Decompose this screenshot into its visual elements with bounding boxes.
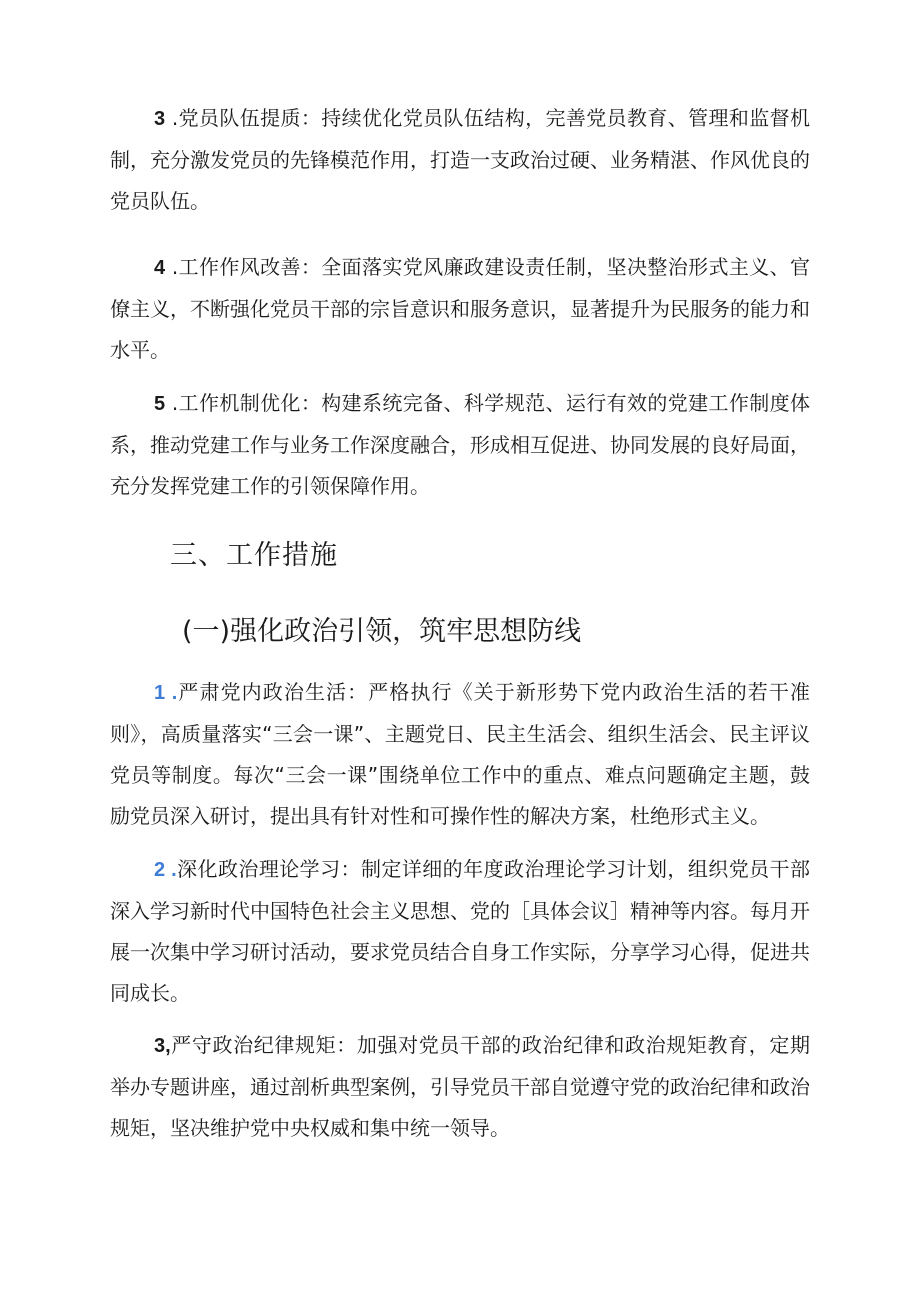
item-separator: , — [165, 1035, 171, 1057]
item-separator: . — [165, 255, 179, 279]
measure-item-3 — [110, 1025, 810, 1149]
goal-item-3 — [110, 98, 810, 222]
item-separator: . — [165, 106, 179, 130]
item-text: 工作机制优化：构建系统完备、科学规范、运行有效的党建工作制度体系，推动党建工作与业务工作深度融合，形成相互促进、协同发展的良好局面，充分发挥党建工作的引领保障作用。 — [110, 391, 811, 498]
item-number: 3 — [154, 1035, 166, 1057]
item-text: 工作作风改善：全面落实党风廉政建设责任制，坚决整治形式主义、官僚主义，不断强化党员干部的宗旨意识和服务意识，显著提升为民服务的能力和水平。 — [110, 255, 811, 362]
item-text: 严肃党内政治生活：严格执行《关于新形势下党内政治生活的若干准则》，高质量落实“三会一课”、主题党日、民主生活会、组织生活会、民主评议党员等制度。每次“三会一课”围绕单位工作中的重点、难点问题确定主题，鼓励党员深入研讨，提出具有针对性和可操作性的解决方案，杜绝形式主义。 — [110, 680, 810, 828]
measure-item-2 — [110, 849, 810, 1014]
section-heading: 三、工作措施 — [170, 540, 338, 571]
item-number: 3 — [154, 108, 166, 130]
item-separator: . — [165, 391, 179, 415]
item-text: 党员队伍提质：持续优化党员队伍结构，完善党员教育、管理和监督机制，充分激发党员的先锋模范作用，打造一支政治过硬、业务精湛、作风优良的党员队伍。 — [110, 106, 811, 213]
goal-item-5 — [110, 383, 810, 507]
item-number: 2 — [154, 859, 166, 881]
item-text: 深化政治理论学习：制定详细的年度政治理论学习计划，组织党员干部深入学习新时代中国特色社会主义思想、党的［具体会议］精神等内容。每月开展一次集中学习研讨活动，要求党员结合自身工作实际，分享学习心得，促进共同成长。 — [110, 857, 810, 1005]
measure-item-1 — [110, 672, 810, 837]
item-number: 4 — [154, 257, 166, 279]
item-separator: . — [165, 682, 178, 704]
subsection-heading: (一)强化政治引领，筑牢思想防线 — [182, 616, 582, 647]
item-separator: . — [165, 859, 177, 881]
item-text: 严守政治纪律规矩：加强对党员干部的政治纪律和政治规矩教育，定期举办专题讲座，通过剖析典型案例，引导党员干部自觉遵守党的政治纪律和政治规矩，坚决维护党中央权威和集中统一领导。 — [110, 1033, 810, 1140]
goal-item-4 — [110, 247, 810, 371]
item-number: 5 — [154, 393, 166, 415]
item-number: 1 — [154, 682, 166, 704]
